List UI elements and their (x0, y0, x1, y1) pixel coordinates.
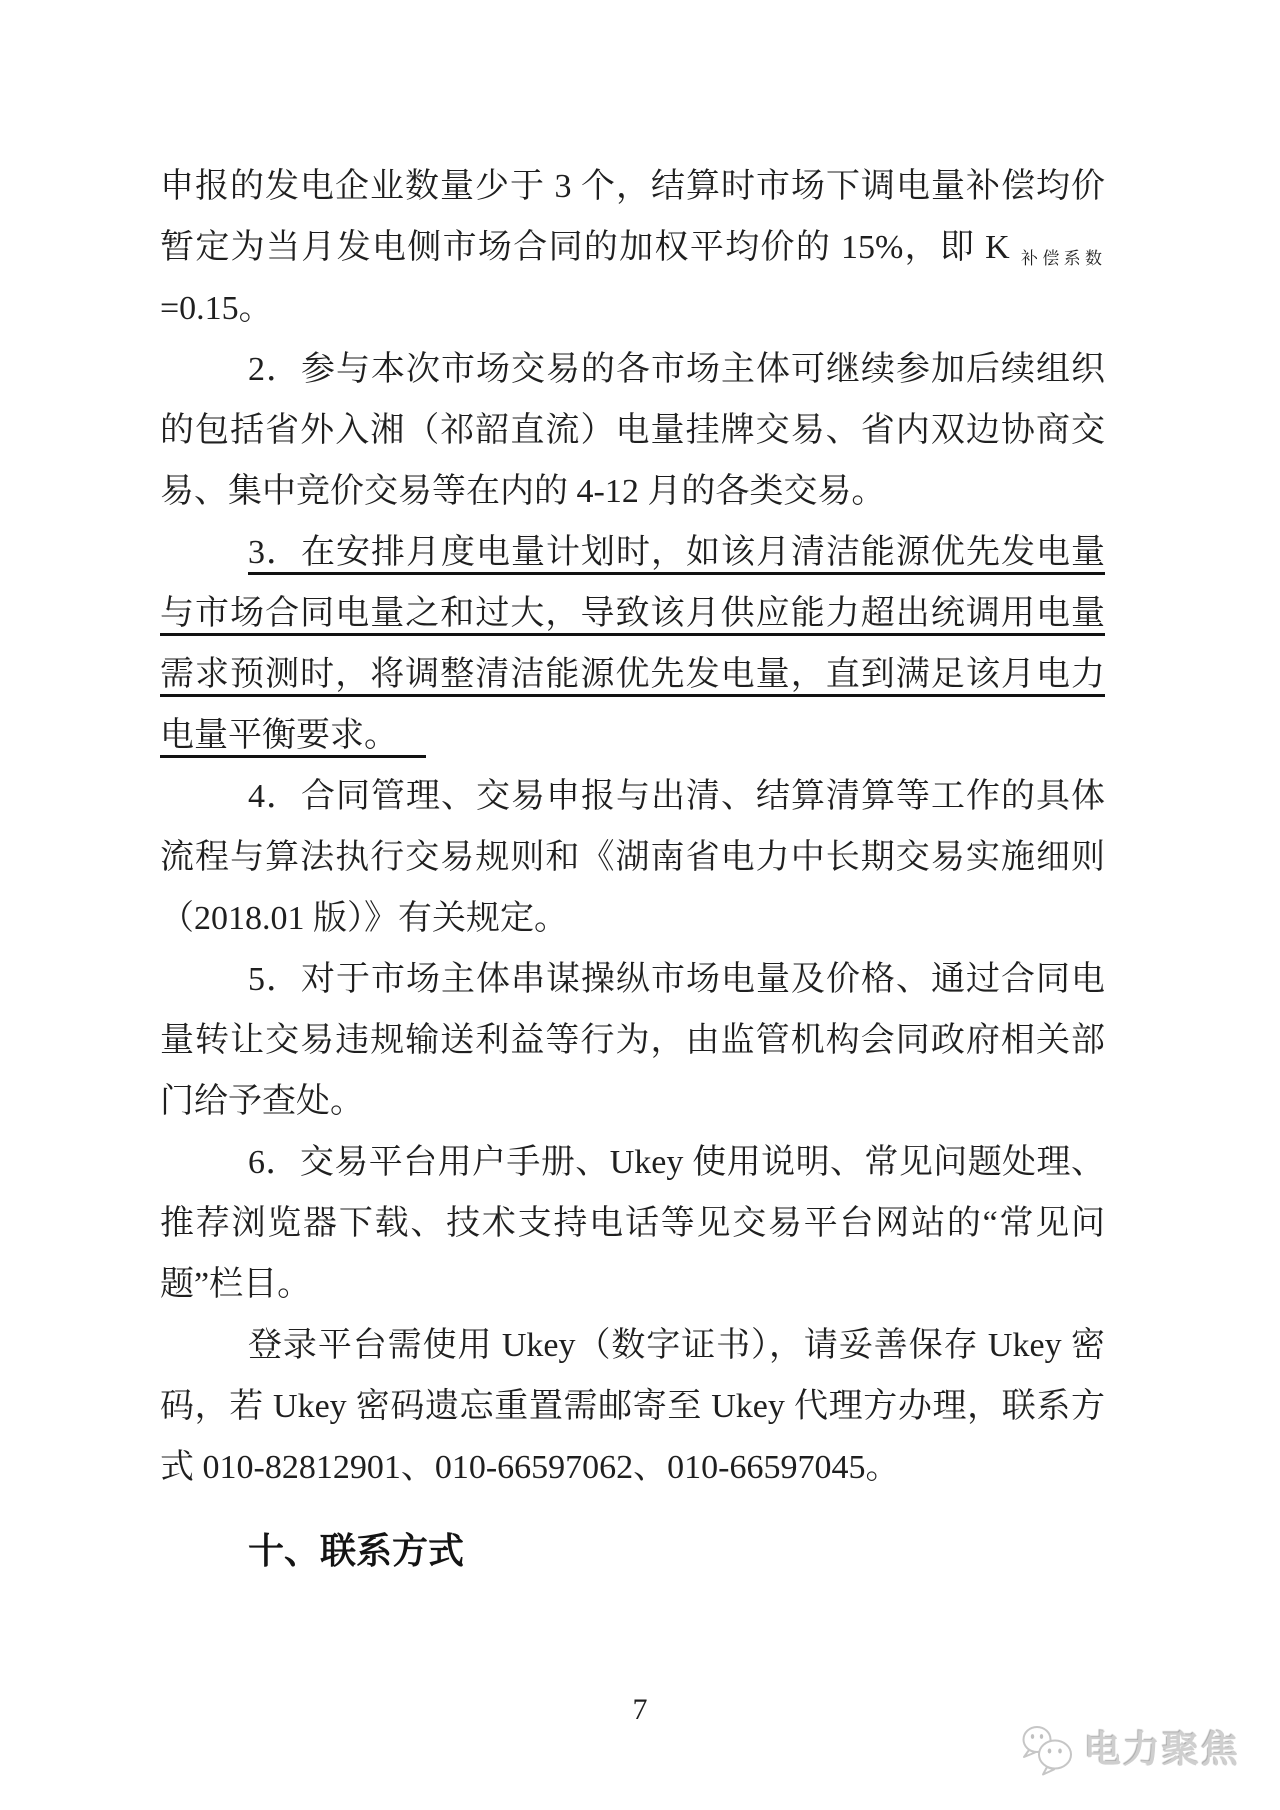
line-text: 码，若 Ukey 密码遗忘重置需邮寄至 Ukey 代理方办理，联系方 (160, 1388, 1105, 1425)
document-line (160, 1437, 1105, 1498)
document-line (160, 949, 1105, 1010)
watermark-label: 电力聚焦 (1084, 1729, 1240, 1770)
line-text: 推荐浏览器下载、技术支持电话等见交易平台网站的“常见问 (160, 1205, 1105, 1242)
document-line (160, 644, 1105, 705)
document-line (160, 1254, 1105, 1315)
line-text: 的包括省外入湘（祁韶直流）电量挂牌交易、省内双边协商交 (160, 412, 1105, 449)
line-text: =0.15。 (160, 290, 273, 327)
document-line (160, 1315, 1105, 1376)
document-line (160, 827, 1105, 888)
line-text: 登录平台需使用 Ukey（数字证书），请妥善保存 Ukey 密 (248, 1327, 1105, 1364)
document-line (160, 1071, 1105, 1132)
line-text: 题”栏目。 (160, 1266, 312, 1303)
line-text: 量转让交易违规输送利益等行为，由监管机构会同政府相关部 (160, 1022, 1105, 1059)
document-line (160, 705, 1105, 766)
document-line (160, 1376, 1105, 1437)
line-text: 门给予查处。 (160, 1083, 364, 1120)
subscript-text: 补偿系数 (1019, 249, 1106, 268)
document-line (160, 156, 1105, 217)
document-line (160, 461, 1105, 522)
document-line (160, 522, 1105, 583)
document-line (160, 339, 1105, 400)
document-line (160, 1010, 1105, 1071)
line-text: 电量平衡要求。 (160, 717, 398, 754)
line-text: 6．交易平台用户手册、Ukey 使用说明、常见问题处理、 (248, 1144, 1105, 1181)
line-text: 4．合同管理、交易申报与出清、结算清算等工作的具体 (248, 778, 1105, 815)
line-text: 申报的发电企业数量少于 3 个，结算时市场下调电量补偿均价 (160, 168, 1105, 205)
document-body (160, 156, 1105, 1581)
wechat-chat-bubbles-icon (1020, 1724, 1074, 1776)
watermark (1020, 1724, 1240, 1776)
line-text: 流程与算法执行交易规则和《湖南省电力中长期交易实施细则 (160, 839, 1105, 876)
line-text: 需求预测时，将调整清洁能源优先发电量，直到满足该月电力 (160, 656, 1105, 693)
document-line (160, 888, 1105, 949)
document-line (160, 1193, 1105, 1254)
line-text: 3．在安排月度电量计划时，如该月清洁能源优先发电量 (248, 534, 1105, 571)
line-text: 暂定为当月发电侧市场合同的加权平均价的 15%，即 K (160, 229, 1010, 266)
line-text: 式 010-82812901、010-66597062、010-66597045。 (160, 1449, 900, 1486)
page-number: 7 (632, 1693, 648, 1726)
line-text: 易、集中竞价交易等在内的 4-12 月的各类交易。 (160, 473, 886, 510)
document-line (160, 217, 1105, 278)
document-line (160, 1132, 1105, 1193)
line-text: （2018.01 版）》有关规定。 (160, 900, 568, 937)
document-line (160, 400, 1105, 461)
section-heading: 十、联系方式 (248, 1530, 465, 1571)
line-text: 与市场合同电量之和过大，导致该月供应能力超出统调用电量 (160, 595, 1105, 632)
document-line (160, 583, 1105, 644)
document-line (160, 766, 1105, 827)
line-text: 5．对于市场主体串谋操纵市场电量及价格、通过合同电 (248, 961, 1105, 998)
document-line (160, 278, 1105, 339)
line-text: 2．参与本次市场交易的各市场主体可继续参加后续组织 (248, 351, 1105, 388)
